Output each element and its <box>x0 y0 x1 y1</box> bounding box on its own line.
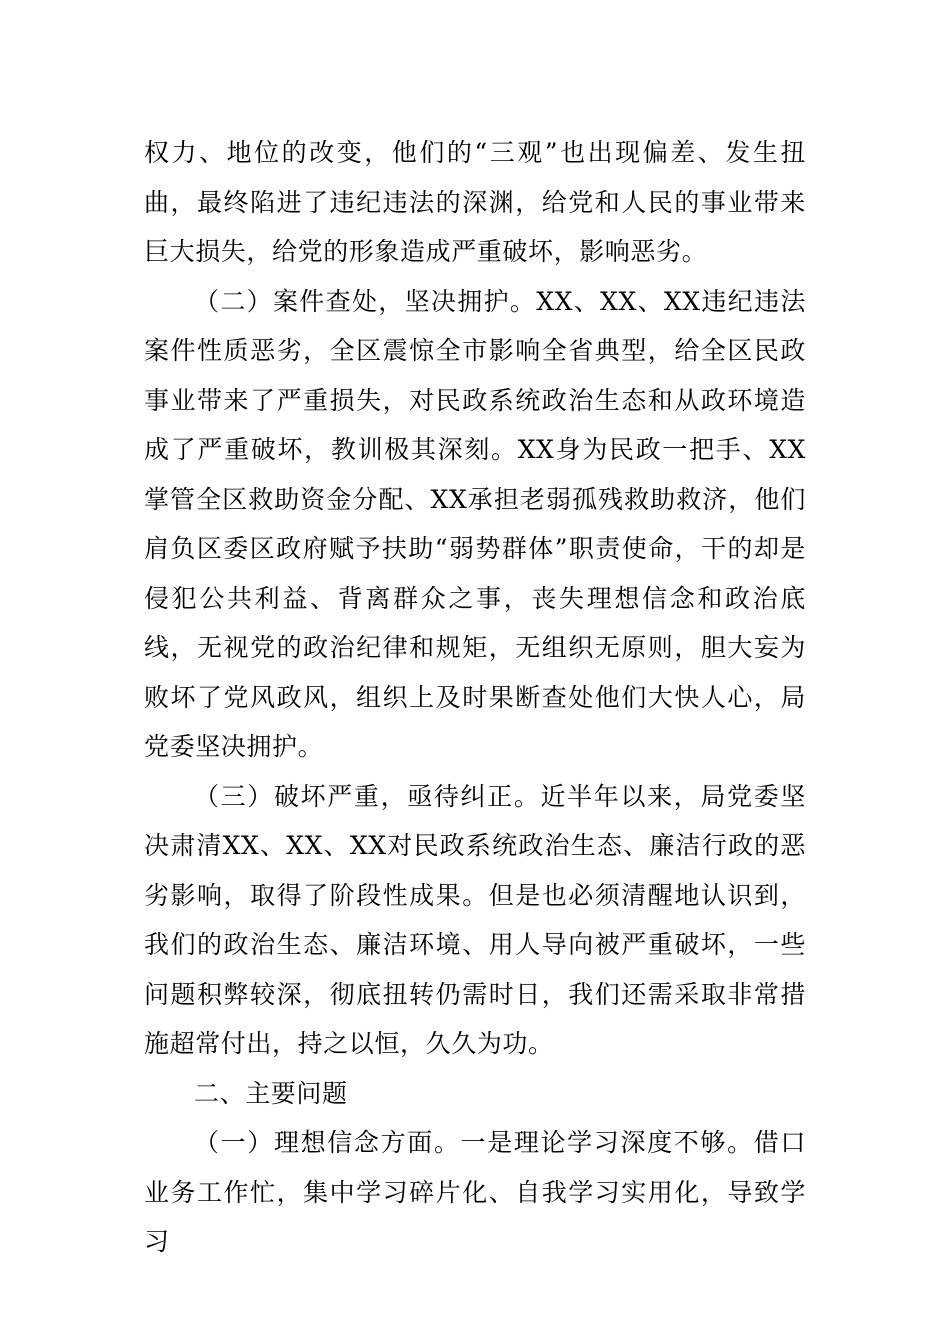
document-body <box>144 128 806 1267</box>
section-heading-main-problems: 二、主要问题 <box>194 1078 348 1108</box>
paragraph-section-1-3: （三）破坏严重，亟待纠正。近半年以来，局党委坚决肃清XX、XX、XX对民政系统政治生态、廉洁行政的恶劣影响，取得了阶段性成果。但是也必须清醒地认识到，我们的政治生态、廉洁环境、用人导向被严重破坏，一些问题积弊较深，彻底扭转仍需时日，我们还需采取非常措施超常付出，持之以恒，久久为功。 <box>144 781 806 1058</box>
paragraph-section-2-1: （一）理想信念方面。一是理论学习深度不够。借口业务工作忙，集中学习碎片化、自我学习实用化，导致学习 <box>144 1128 806 1256</box>
paragraph-intro-continuation: 权力、地位的改变，他们的“三观”也出现偏差、发生扭曲，最终陷进了违纪违法的深渊，给党和人民的事业带来巨大损失，给党的形象造成严重破坏，影响恶劣。 <box>144 138 806 266</box>
paragraph-section-1-2: （二）案件查处，坚决拥护。XX、XX、XX违纪违法案件性质恶劣，全区震惊全市影响全省典型，给全区民政事业带来了严重损失，对民政系统政治生态和从政环境造成了严重破坏，教训极其深刻。XX身为民政一把手、XX掌管全区救助资金分配、XX承担老弱孤残救助救济，他们肩负区委区政府赋予扶助“弱势群体”职责使命，干的却是侵犯公共利益、背离群众之事，丧失理想信念和政治底线，无视党的政治纪律和规矩，无组织无原则，胆大妄为败坏了党风政风，组织上及时果断查处他们大快人心，局党委坚决拥护。 <box>144 286 806 761</box>
